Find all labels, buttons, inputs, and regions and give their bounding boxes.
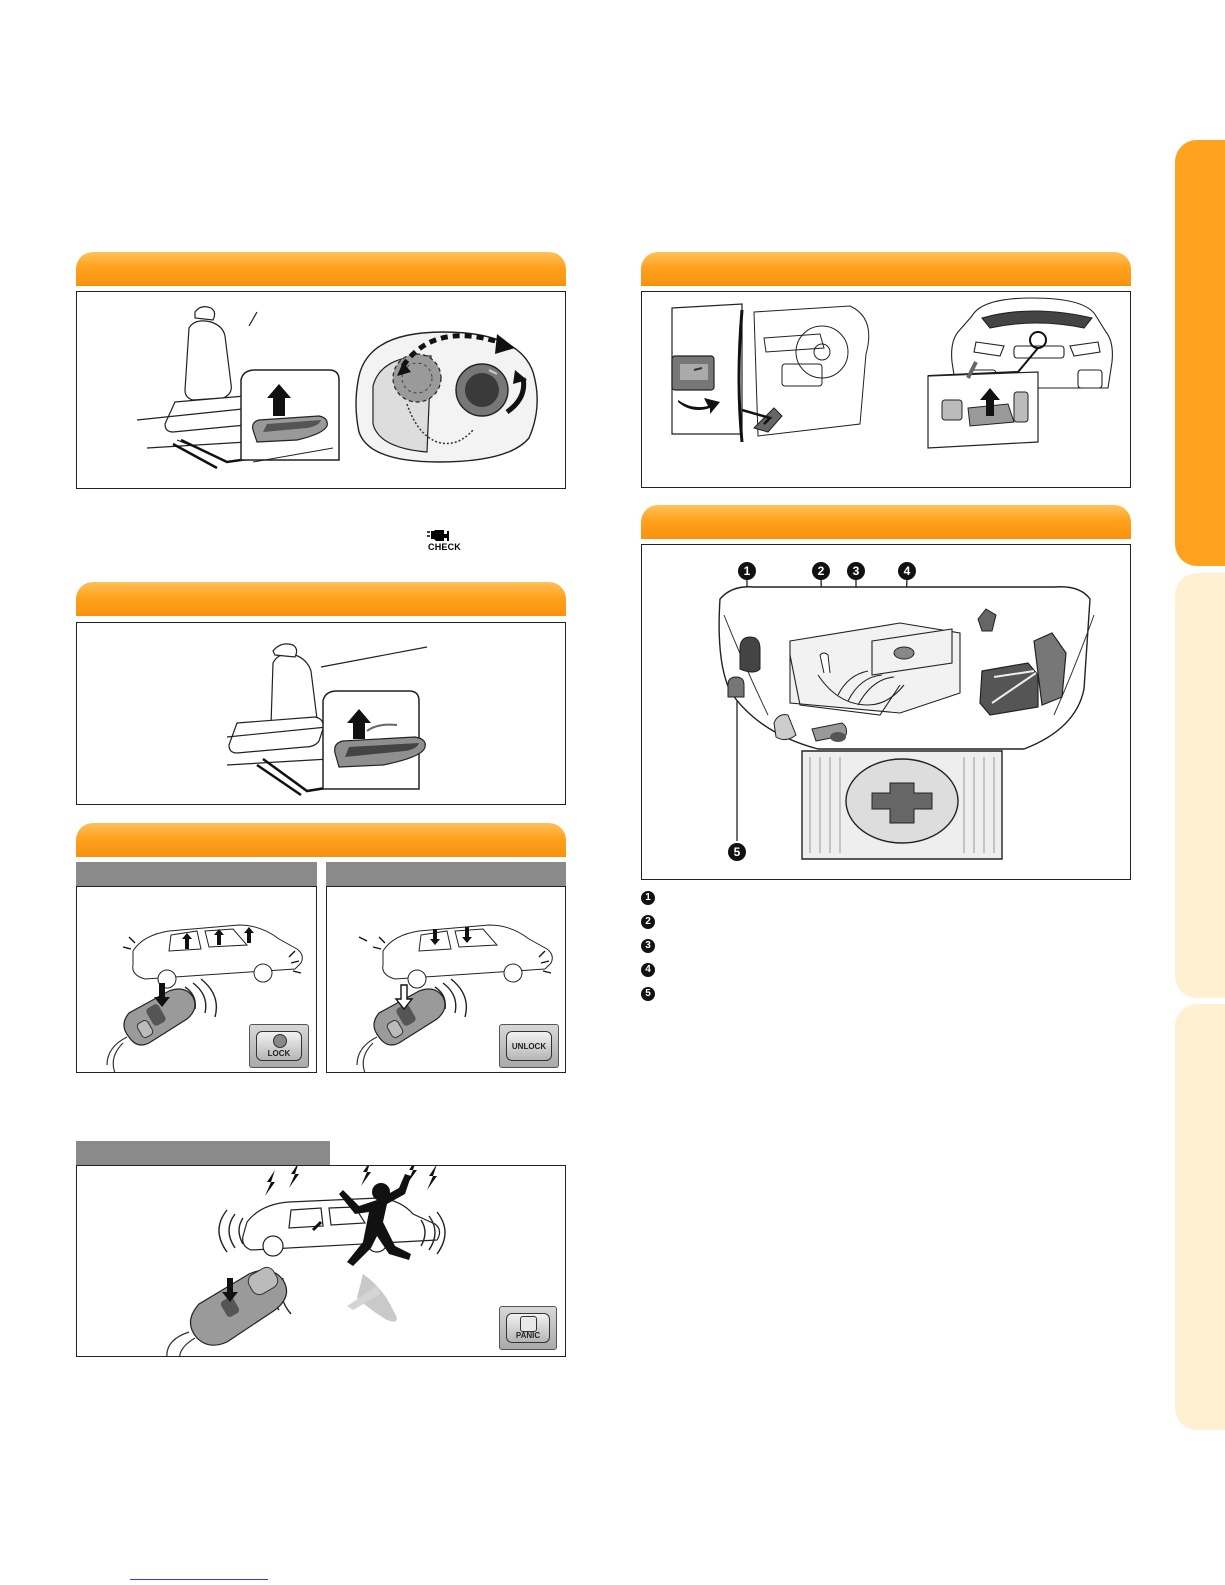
legend-num-2: 2 [641, 915, 655, 929]
legend-num-3: 3 [641, 939, 655, 953]
section-bar-remote [76, 823, 566, 857]
callout-2: 2 [812, 562, 830, 580]
callout-1: 1 [738, 562, 756, 580]
legend-num-5: 5 [641, 987, 655, 1001]
check-engine-label: CHECK [428, 542, 462, 552]
unlock-button-label: UNLOCK [511, 1042, 547, 1051]
callout-5: 5 [728, 843, 746, 861]
section-bar-seat-adjust [76, 582, 566, 616]
panic-button-badge [499, 1306, 557, 1350]
hood-release-illustration-panel [641, 291, 1131, 488]
panic-subheader-bar [76, 1141, 330, 1165]
section-bar-seat-fuel [76, 252, 566, 286]
callout-3: 3 [847, 562, 865, 580]
lock-button-label: LOCK [267, 1049, 291, 1058]
engine-bay-illustration-panel [641, 544, 1131, 880]
section-bar-hood [641, 252, 1131, 286]
panic-button-square-icon [520, 1316, 537, 1332]
lock-button-badge [249, 1024, 309, 1068]
legend-num-4: 4 [641, 963, 655, 977]
check-engine-icon [426, 527, 452, 542]
unlock-subheader-bar [326, 862, 566, 886]
seat-adjust-illustration [77, 623, 566, 805]
section-bar-engine [641, 505, 1131, 539]
side-tab-1[interactable] [1175, 140, 1225, 566]
side-tab-3[interactable] [1175, 1004, 1225, 1430]
side-tab-2[interactable] [1175, 573, 1225, 998]
seat-lever-fuel-cap-illustration [77, 292, 566, 489]
unlock-illustration-panel [326, 886, 566, 1073]
seat-adjust-illustration-panel [76, 622, 566, 805]
panic-button-label: PANIC [515, 1331, 541, 1340]
unlock-button-badge [499, 1024, 559, 1068]
panic-alarm-illustration [77, 1166, 566, 1357]
lock-subheader-bar [76, 862, 317, 886]
engine-bay-illustration [642, 545, 1131, 880]
panic-illustration-panel [76, 1165, 566, 1357]
lock-illustration-panel [76, 886, 317, 1073]
legend-num-1: 1 [641, 891, 655, 905]
hood-release-illustration [642, 292, 1131, 488]
lock-button-dot-icon [273, 1034, 287, 1048]
seat-fuel-illustration-panel [76, 291, 566, 489]
callout-4: 4 [898, 562, 916, 580]
footer-link-underline[interactable] [130, 1579, 268, 1580]
